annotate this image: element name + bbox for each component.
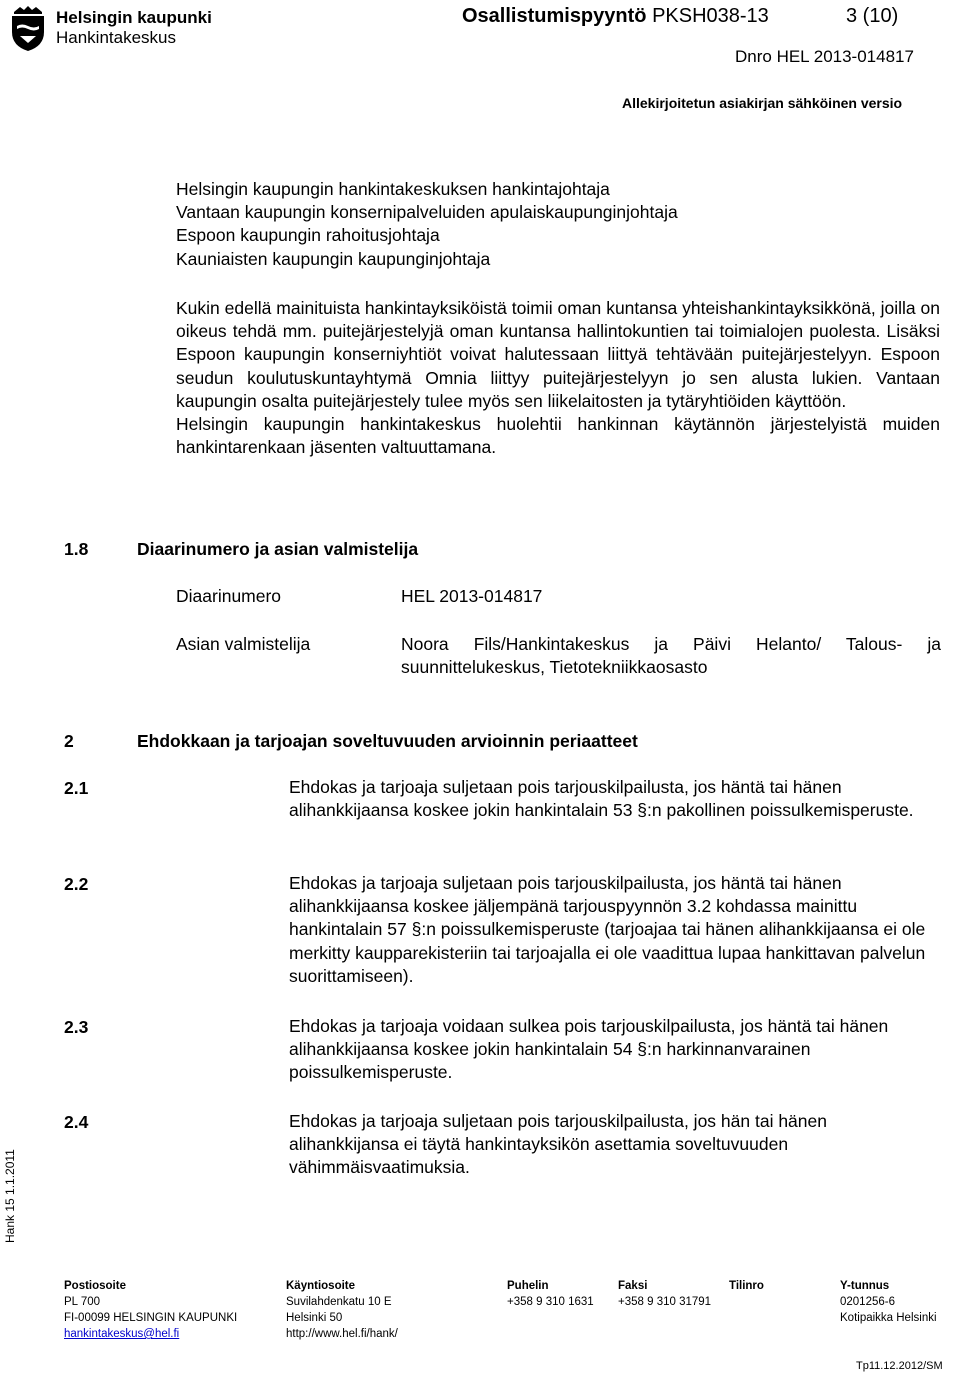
addressee-line: Helsingin kaupungin hankintakeskuksen hankintajohtaja (176, 179, 610, 199)
addressee-line: Kauniaisten kaupungin kaupunginjohtaja (176, 248, 491, 269)
section-number: 1.8 (64, 539, 89, 559)
helsinki-coat-of-arms-icon (8, 4, 48, 52)
footer-heading-postiosoite: Postiosoite (64, 1280, 126, 1292)
footer-web-link[interactable]: http://www.hel.fi/hank/ (286, 1328, 398, 1340)
body-paragraph: Helsingin kaupungin hankintakeskus huolehtii hankinnan käytännön järjestelyistä muiden hankintarenkaan jäsenten valtuuttamana. (176, 414, 940, 458)
criterion-number: 2.2 (64, 874, 89, 894)
criterion-number: 2.1 (64, 778, 89, 798)
footer-email-link[interactable]: hankintakeskus@hel.fi (64, 1328, 180, 1340)
page-number: 3 (10) (846, 5, 899, 27)
field-value-valmistelija: Noora Fils/Hankintakeskus ja Päivi Helanto/ Talous- ja suunnittelukeskus, Tietotekniikkaosasto (401, 634, 941, 678)
section-title: Ehdokkaan ja tarjoajan soveltuvuuden arvioinnin periaatteet (137, 731, 638, 751)
footer-city: Helsinki 50 (286, 1312, 343, 1324)
criterion-number: 2.3 (64, 1017, 89, 1037)
footer-postal-address: FI-00099 HELSINGIN KAUPUNKI (64, 1312, 238, 1324)
footer-street-address: Suvilahdenkatu 10 E (286, 1296, 392, 1308)
footer-heading-tilinro: Tilinro (729, 1280, 764, 1292)
signed-version-note: Allekirjoitetun asiakirjan sähköinen versio (622, 95, 903, 111)
field-value-diaarinumero: HEL 2013-014817 (401, 586, 543, 606)
organization-unit: Hankintakeskus (56, 28, 177, 47)
criterion-text: Ehdokas ja tarjoaja suljetaan pois tarjouskilpailusta, jos häntä tai hänen alihankkijaansa koskee jäljempänä tarjouspyynnön 3.2 kohdassa mainittu hankintalain 57 §:n poissulkemisperuste (tarjoajaa tai hänen alihankkijaansa ei ole merkitty kaupparekisteriin tai tarjoajalla ei ole vaadittua lupaa hankittavan palvelun suorittamiseen). (289, 873, 926, 986)
footer-fax: +358 9 310 31791 (618, 1296, 712, 1308)
addressee-list (176, 178, 940, 271)
document-type: Osallistumispyyntö (462, 5, 647, 27)
footer-heading-puhelin: Puhelin (507, 1280, 549, 1292)
form-code-vertical: Hank 15 1.1.2011 (3, 1149, 17, 1243)
criterion-number: 2.4 (64, 1112, 89, 1132)
organization-name: Helsingin kaupunki (56, 8, 212, 27)
footer-domicile: Kotipaikka Helsinki (840, 1312, 937, 1324)
criterion-text: Ehdokas ja tarjoaja voidaan sulkea pois tarjouskilpailusta, jos häntä tai hänen alihankkijaansa koskee jokin hankintalain 54 §:n harkinnanvarainen poissulkemisperuste. (289, 1016, 889, 1083)
criterion-text: Ehdokas ja tarjoaja suljetaan pois tarjouskilpailusta, jos hän tai hänen alihankkijansa ei täytä hankintayksikön asettamia soveltuvuuden vähimmäisvaatimuksia. (289, 1111, 827, 1178)
footer-heading-faksi: Faksi (618, 1280, 648, 1292)
section-number: 2 (64, 731, 74, 751)
document-code: PKSH038-13 (652, 5, 769, 27)
template-code: Tp11.12.2012/SM (856, 1360, 943, 1372)
addressee-line: Espoon kaupungin rahoitusjohtaja (176, 225, 440, 246)
footer-heading-kayntiosoite: Käyntiosoite (286, 1280, 356, 1292)
document-title (462, 4, 769, 28)
register-number: Dnro HEL 2013-014817 (735, 47, 914, 66)
criterion-text: Ehdokas ja tarjoaja suljetaan pois tarjouskilpailusta, jos häntä tai hänen alihankkijaansa koskee jokin hankintalain 53 §:n pakollinen poissulkemisperuste. (289, 777, 914, 821)
footer-phone: +358 9 310 1631 (507, 1296, 594, 1308)
footer-heading-ytunnus: Y-tunnus (840, 1280, 890, 1292)
footer-business-id: 0201256-6 (840, 1296, 895, 1308)
footer-po-box: PL 700 (64, 1296, 101, 1308)
field-label-diaarinumero: Diaarinumero (176, 586, 282, 606)
field-label-valmistelija: Asian valmistelija (176, 634, 311, 654)
body-paragraph: Kukin edellä mainituista hankintayksiköistä toimii oman kuntansa yhteishankintayksikkönä, joilla on oikeus tehdä mm. puitejärjestelyjä oman kuntansa hallintokuntien tai toimialojen puolesta. Lisäksi Espoon kaupungin konserniyhtiöt voivat halutessaan liittyä tehtävään puitejärjestelyyn. Espoon seudun koulutuskuntayhtymä Omnia liittyy puitejärjestelyyn jo sen alusta lukien. Vantaan kaupungin osalta puitejärjestely tulee myös sen liikelaitosten ja tytäryhtiöiden käyttöön. (176, 298, 940, 411)
section-title: Diaarinumero ja asian valmistelija (137, 539, 419, 559)
addressee-line: Vantaan kaupungin konsernipalveluiden apulaiskaupunginjohtaja (176, 202, 678, 223)
body-paragraphs (176, 297, 940, 459)
